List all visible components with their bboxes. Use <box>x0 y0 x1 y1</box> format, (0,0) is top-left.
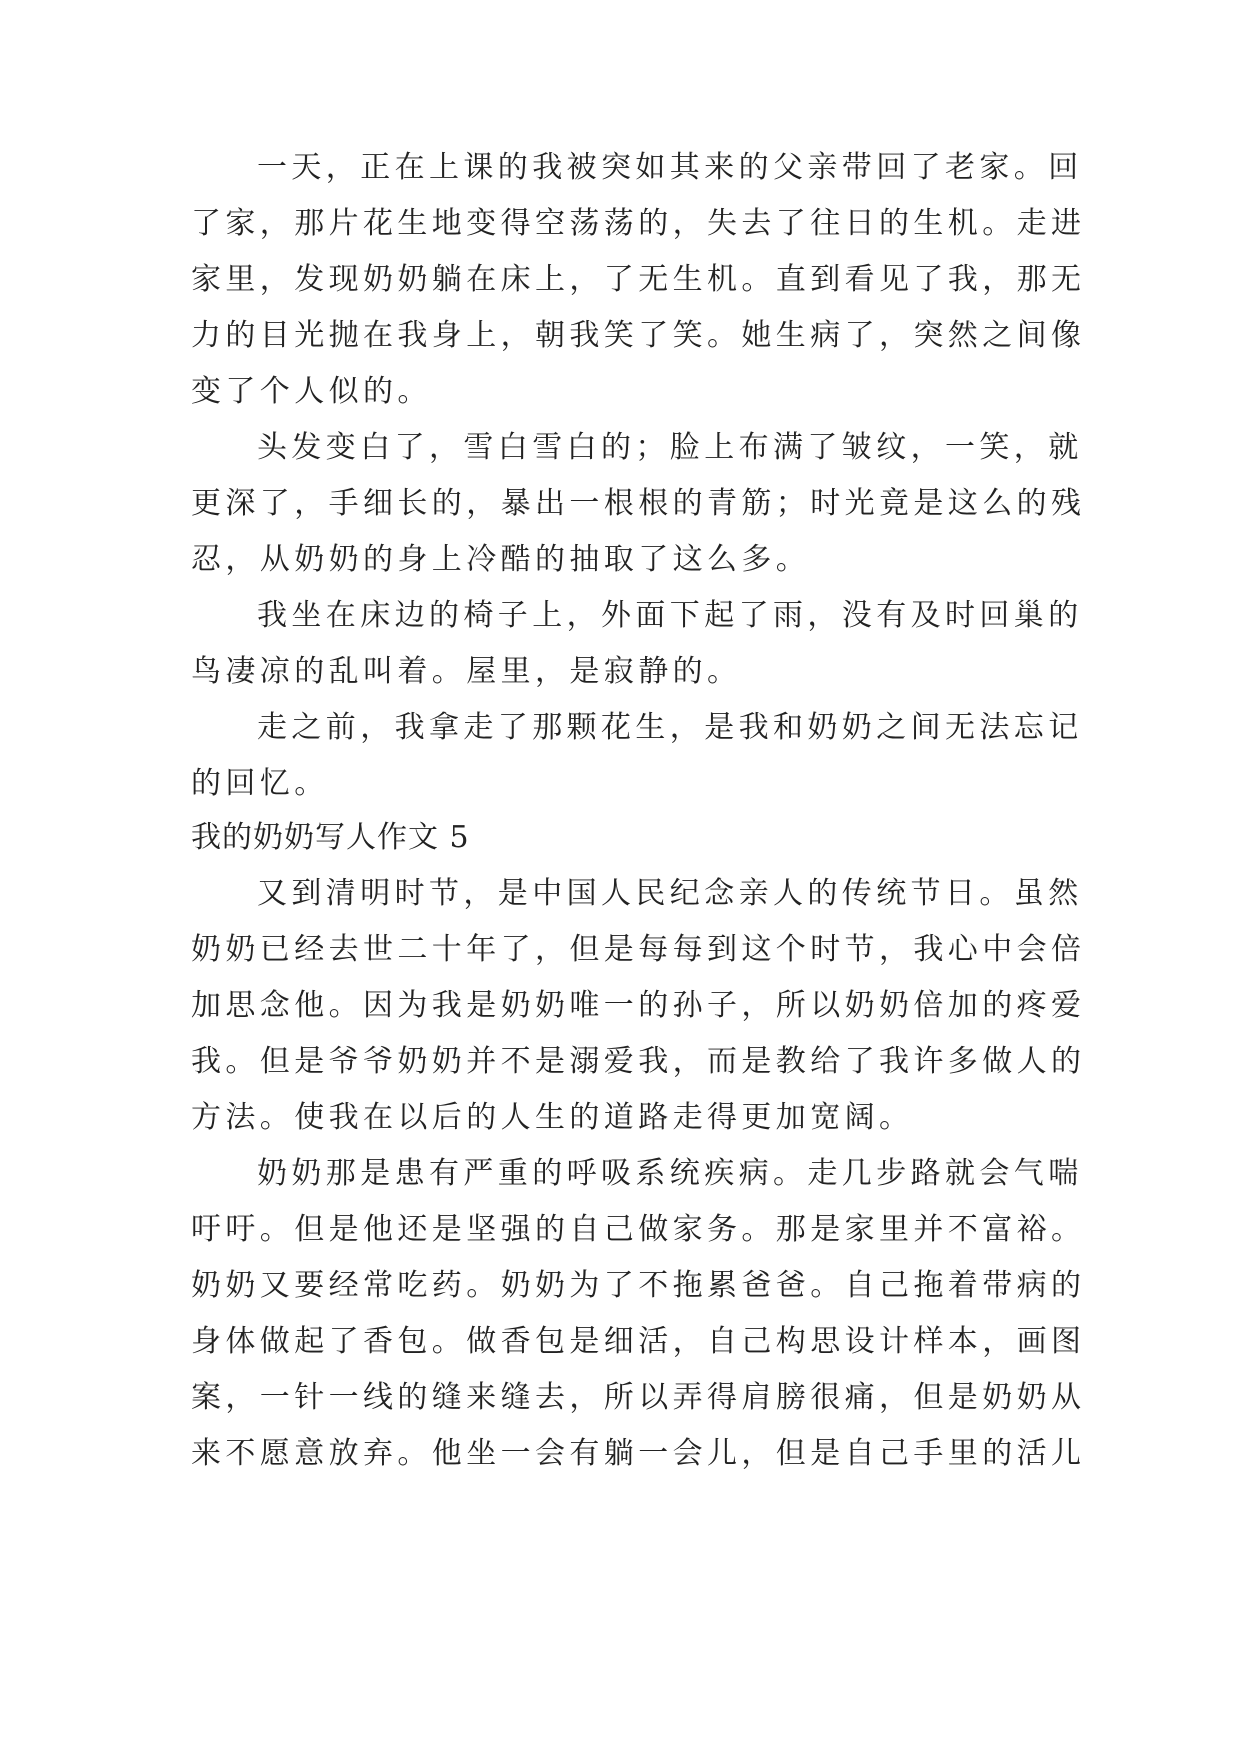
text-line: 我坐在床边的椅子上，外面下起了雨，没有及时回巢的 <box>257 598 1083 633</box>
text-line: 更深了，手细长的，暴出一根根的青筋；时光竟是这么的残 <box>191 486 1086 521</box>
text-line: 加思念他。因为我是奶奶唯一的孙子，所以奶奶倍加的疼爱 <box>191 988 1086 1023</box>
text-line: 一天，正在上课的我被突如其来的父亲带回了老家。回 <box>257 150 1083 185</box>
text-line: 来不愿意放弃。他坐一会有躺一会儿，但是自己手里的活儿 <box>191 1436 1086 1471</box>
text-line: 身体做起了香包。做香包是细活，自己构思设计样本，画图 <box>191 1324 1086 1359</box>
text-line: 我。但是爷爷奶奶并不是溺爱我，而是教给了我许多做人的 <box>191 1044 1086 1079</box>
text-line: 了家，那片花生地变得空荡荡的，失去了往日的生机。走进 <box>191 206 1086 241</box>
text-line: 奶奶已经去世二十年了，但是每每到这个时节，我心中会倍 <box>191 932 1086 967</box>
text-line: 奶奶又要经常吃药。奶奶为了不拖累爸爸。自己拖着带病的 <box>191 1268 1086 1303</box>
text-line: 奶奶那是患有严重的呼吸系统疾病。走几步路就会气喘 <box>257 1156 1083 1191</box>
text-line: 鸟凄凉的乱叫着。屋里，是寂静的。 <box>191 654 742 689</box>
text-line: 吁吁。但是他还是坚强的自己做家务。那是家里并不富裕。 <box>191 1212 1086 1247</box>
section-heading: 我的奶奶写人作文 5 <box>191 820 470 855</box>
text-line: 力的目光抛在我身上，朝我笑了笑。她生病了，突然之间像 <box>191 318 1086 353</box>
text-line: 头发变白了，雪白雪白的；脸上布满了皱纹，一笑，就 <box>257 430 1083 465</box>
text-line: 方法。使我在以后的人生的道路走得更加宽阔。 <box>191 1100 914 1135</box>
text-line: 案，一针一线的缝来缝去，所以弄得肩膀很痛，但是奶奶从 <box>191 1380 1086 1415</box>
text-line: 的回忆。 <box>191 766 329 801</box>
text-line: 走之前，我拿走了那颗花生，是我和奶奶之间无法忘记 <box>257 710 1083 745</box>
text-line: 忍，从奶奶的身上冷酷的抽取了这么多。 <box>191 542 811 577</box>
text-line: 家里，发现奶奶躺在床上，了无生机。直到看见了我，那无 <box>191 262 1086 297</box>
text-line: 变了个人似的。 <box>191 374 432 409</box>
text-line: 又到清明时节，是中国人民纪念亲人的传统节日。虽然 <box>257 876 1083 911</box>
